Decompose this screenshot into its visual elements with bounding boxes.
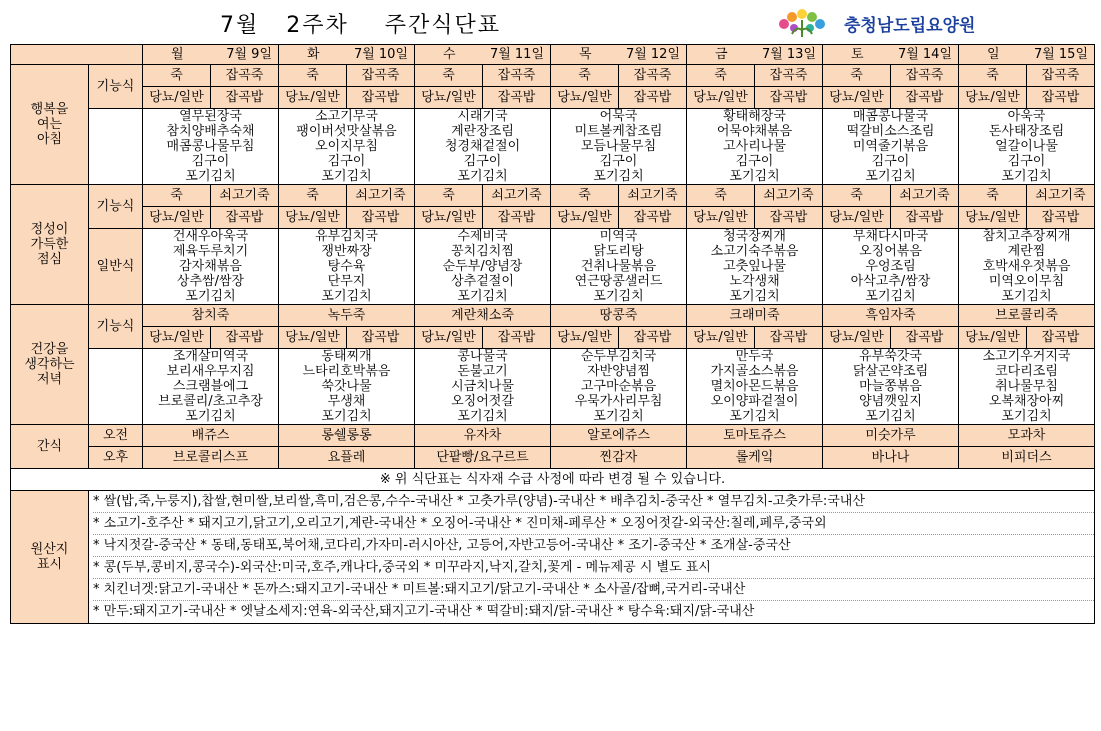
breakfast-porridge-row: 행복을 여는 아침 기능식 죽 잡곡죽 죽 잡곡죽 죽 잡곡죽 죽 잡곡죽 죽 잡곡죽 죽 잡곡죽 죽 잡곡죽 [11, 65, 1095, 87]
logo [772, 8, 975, 38]
menu-cell: 만두국 가지골소스볶음 멸치아몬드볶음 오이양파겉절이 포기김치 [687, 349, 823, 425]
menu-cell: 순두부김치국 자반양념찜 고구마순볶음 우묵가사리무침 포기김치 [551, 349, 687, 425]
snack-pm-label: 오후 [89, 447, 143, 469]
dinner-func-label: 기능식 [89, 305, 143, 349]
notice-text: ※ 위 식단표는 식자재 수급 사정에 따라 변경 될 수 있습니다. [11, 469, 1095, 491]
menu-cell: 시래기국 계란장조림 청경채겉절이 김구이 포기김치 [415, 109, 551, 185]
menu-cell: 매콤콩나물국 떡갈비소스조림 미역줄기볶음 김구이 포기김치 [823, 109, 959, 185]
lunch-func-label: 기능식 [89, 185, 143, 229]
menu-cell: 미역국 닭도리탕 건취나물볶음 연근땅콩샐러드 포기김치 [551, 229, 687, 305]
flower-logo-icon [772, 8, 842, 38]
menu-cell: 어묵국 미트볼케찹조림 모듬나물무침 김구이 포기김치 [551, 109, 687, 185]
snack-label: 간식 [11, 425, 89, 469]
dinner-rice-row: 당뇨/일반 잡곡밥 당뇨/일반 잡곡밥 당뇨/일반 잡곡밥 당뇨/일반 잡곡밥 당뇨/일반 잡곡밥 당뇨/일반 잡곡밥 당뇨/일반 잡곡밥 [11, 327, 1095, 349]
menu-cell: 무채다시마국 오징어볶음 우엉조림 아삭고추/쌈장 포기김치 [823, 229, 959, 305]
day-header: 월 7월 9일 [143, 45, 279, 65]
menu-cell: 조개살미역국 보리새우무지짐 스크램블에그 브로콜리/초고추장 포기김치 [143, 349, 279, 425]
menu-cell: 소고기우거지국 코다리조림 취나물무침 오복채장아찌 포기김치 [959, 349, 1095, 425]
origin-line: * 쌀(밥,죽,누룽지),찹쌀,현미쌀,보리쌀,흑미,검은콩,수수-국내산 * 고춧가루(양념)-국내산 * 배추김치-중국산 * 열무김치-고춧가루:국내산 [93, 491, 1094, 513]
day-header: 토 7월 14일 [823, 45, 959, 65]
menu-cell: 황태해장국 어묵야채볶음 고사리나물 김구이 포기김치 [687, 109, 823, 185]
origin-line: * 낙지젓갈-중국산 * 동태,동태포,북어채,코다리,가자미-러시아산, 고등어,자반고등어-국내산 * 조기-중국산 * 조개살-중국산 [93, 535, 1094, 557]
lunch-menu-row [11, 229, 1095, 305]
menu-cell: 참치고추장찌개 계란찜 호박새우젓볶음 미역오이무침 포기김치 [959, 229, 1095, 305]
origin-line: * 치킨너겟:닭고기-국내산 * 돈까스:돼지고기-국내산 * 미트볼:돼지고기/닭고기-국내산 * 소사골/잡뼈,국거리-국내산 [93, 579, 1094, 601]
menu-cell: 건새우아욱국 제육두루치기 감자채볶음 상추쌈/쌈장 포기김치 [143, 229, 279, 305]
weekly-menu-table [10, 44, 1095, 624]
breakfast-menu-row [11, 109, 1095, 185]
snack-pm-row: 오후 브로콜리스프 요플레 단팥빵/요구르트 찐감자 롤케잌 바나나 비피더스 [11, 447, 1095, 469]
menu-cell: 유부쑥갓국 닭살곤약조림 마늘쫑볶음 양념깻잎지 포기김치 [823, 349, 959, 425]
origin-line: * 소고기-호주산 * 돼지고기,닭고기,오리고기,계란-국내산 * 오징어-국내산 * 진미채-페루산 * 오징어젓갈-외국산:칠레,페루,중국외 [93, 513, 1094, 535]
logo-text: 충청남도립요양원 [844, 15, 976, 36]
lunch-porridge-row: 정성이 가득한 점심 기능식 죽 쇠고기죽 죽 쇠고기죽 죽 쇠고기죽 죽 쇠고기죽 죽 쇠고기죽 죽 쇠고기죽 죽 쇠고기죽 [11, 185, 1095, 207]
breakfast-rice-row: 당뇨/일반 잡곡밥 당뇨/일반 잡곡밥 당뇨/일반 잡곡밥 당뇨/일반 잡곡밥 당뇨/일반 잡곡밥 당뇨/일반 잡곡밥 당뇨/일반 잡곡밥 [11, 87, 1095, 109]
dinner-label: 건강을 생각하는 저녁 [11, 305, 89, 425]
breakfast-label: 행복을 여는 아침 [11, 65, 89, 185]
origin-label: 원산지 표시 [11, 491, 89, 624]
origin-row [11, 491, 1095, 624]
day-header: 수 7월 11일 [415, 45, 551, 65]
menu-cell: 청국장찌개 소고기숙주볶음 고춧잎나물 노각생채 포기김치 [687, 229, 823, 305]
day-header: 목 7월 12일 [551, 45, 687, 65]
snack-am-label: 오전 [89, 425, 143, 447]
snack-am-row: 간식 오전 배쥬스 롱쉘롱롱 유자차 알로에쥬스 토마토쥬스 미숫가루 모과차 [11, 425, 1095, 447]
dinner-porridge-row: 건강을 생각하는 저녁 기능식 참치죽 녹두죽 계란채소죽 땅콩죽 크래미죽 흑임자죽 브로콜리죽 [11, 305, 1095, 327]
menu-cell: 동태찌개 느타리호박볶음 쑥갓나물 무생채 포기김치 [279, 349, 415, 425]
breakfast-func-label: 기능식 [89, 65, 143, 109]
menu-cell: 유부김치국 쟁반짜장 탕수육 단무지 포기김치 [279, 229, 415, 305]
page-title: 7월 2주차 주간식단표 [220, 13, 501, 38]
date-header-row [11, 45, 1095, 65]
notice-row [11, 469, 1095, 491]
menu-cell: 콩나물국 돈불고기 시금치나물 오징어젓갈 포기김치 [415, 349, 551, 425]
dinner-menu-row [11, 349, 1095, 425]
day-header: 일 7월 15일 [959, 45, 1095, 65]
origin-list [89, 491, 1095, 624]
day-header: 화 7월 10일 [279, 45, 415, 65]
page-header [0, 0, 1101, 44]
lunch-rice-row: 당뇨/일반 잡곡밥 당뇨/일반 잡곡밥 당뇨/일반 잡곡밥 당뇨/일반 잡곡밥 당뇨/일반 잡곡밥 당뇨/일반 잡곡밥 당뇨/일반 잡곡밥 [11, 207, 1095, 229]
menu-cell: 아욱국 돈사태장조림 얼갈이나물 김구이 포기김치 [959, 109, 1095, 185]
day-header: 금 7월 13일 [687, 45, 823, 65]
menu-cell: 소고기무국 팽이버섯맛살볶음 오이지무침 김구이 포기김치 [279, 109, 415, 185]
lunch-general-label: 일반식 [89, 229, 143, 305]
origin-line: * 만두:돼지고기-국내산 * 엣날소세지:연육-외국산,돼지고기-국내산 * 떡갈비:돼지/닭-국내산 * 탕수육:돼지/닭-국내산 [93, 604, 755, 619]
menu-cell: 수제비국 꽁치김치찜 순두부/양념장 상추겉절이 포기김치 [415, 229, 551, 305]
lunch-label: 정성이 가득한 점심 [11, 185, 89, 305]
menu-cell: 열무된장국 참치양배추숙채 매콤콩나물무침 김구이 포기김치 [143, 109, 279, 185]
origin-line: * 콩(두부,콩비지,콩국수)-외국산:미국,호주,캐나다,중국외 * 미꾸라지,낙지,갈치,꽃게 - 메뉴제공 시 별도 표시 [93, 557, 1094, 579]
